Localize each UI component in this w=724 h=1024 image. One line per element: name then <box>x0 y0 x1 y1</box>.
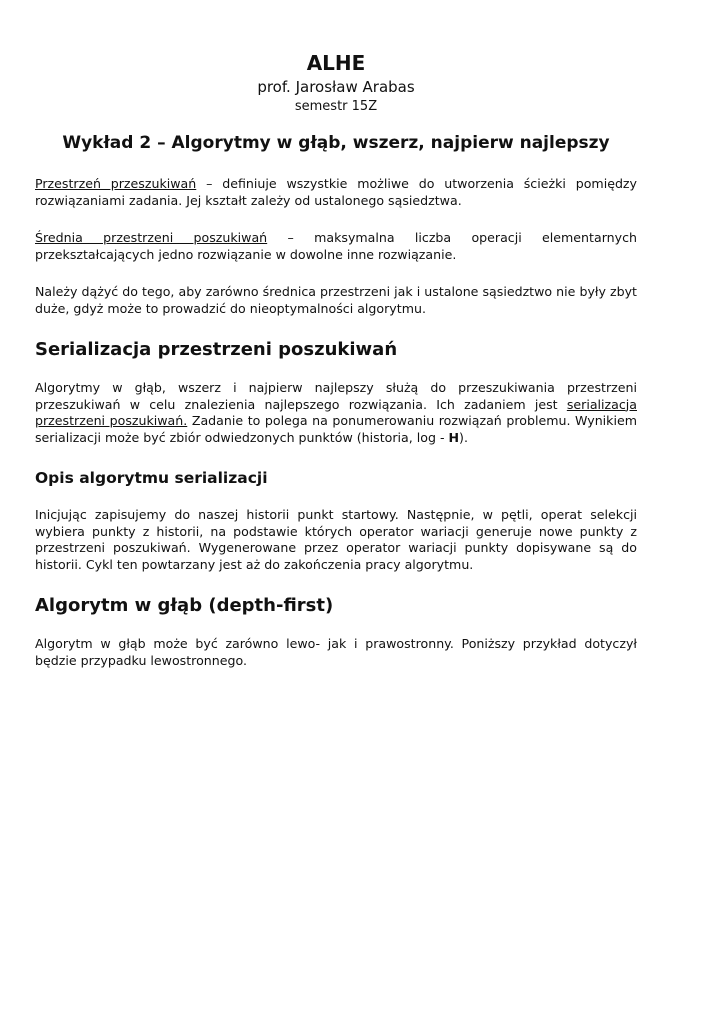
serialization-text-continued: Zadanie to polega na ponumerowaniu rozwiązań problemu. Wynikiem serializacji może być zbiór odwiedzonych punktów (historia, log - <box>35 413 637 445</box>
definition-term: Średnia przestrzeni poszukiwań <box>35 230 268 245</box>
definition-search-space <box>35 176 637 209</box>
section-heading-serialization: Serializacja przestrzeni poszukiwań <box>35 339 398 360</box>
history-symbol: H <box>448 429 460 445</box>
lecture-title: Wykład 2 – Algorytmy w głąb, wszerz, najpierw najlepszy <box>62 133 610 153</box>
depth-first-paragraph: Algorytm w głąb może być zarówno lewo- jak i prawostronny. Poniższy przykład dotyczył będzie przypadku lewostronnego. <box>35 636 637 668</box>
note-paragraph: Należy dążyć do tego, aby zarówno średnica przestrzeni jak i ustalone sąsiedztwo nie były zbyt duże, gdyż może to prowadzić do nieoptymalności algorytmu. <box>35 284 637 316</box>
document-header <box>35 50 637 115</box>
subsection-heading-description: Opis algorytmu serializacji <box>35 469 268 487</box>
definition-diameter <box>35 230 637 263</box>
definition-text: – maksymalna liczba operacji elementarnych przekształcających jedno rozwiązanie w dowolne inne rozwiązanie. <box>35 230 637 262</box>
section-heading-depth-first: Algorytm w głąb (depth-first) <box>35 595 334 616</box>
author-name: prof. Jarosław Arabas <box>257 78 415 96</box>
serialization-text: Algorytmy w głąb, wszerz i najpierw najlepszy służą do przeszukiwania przestrzeni przeszukiwań w celu znalezienia najlepszego rozwiązania. Ich zadaniem jest <box>35 380 637 412</box>
description-paragraph: Inicjując zapisujemy do naszej historii punkt startowy. Następnie, w pętli, operat selekcji wybiera punkty z historii, na podstawie których operator wariacji generuje nowe punkty z przestrzeni poszukiwań. Wygenerowane przez operator wariacji punkty dopisywane są do historii. Cykl ten powtarzany jest aż do zakończenia pracy algorytmu. <box>35 507 637 572</box>
definition-text: – definiuje wszystkie możliwe do utworzenia ścieżki pomiędzy rozwiązaniami zadania. Jej kształt zależy od ustalonego sąsiedztwa. <box>35 176 637 208</box>
serialization-text-end: ). <box>459 429 468 445</box>
serialization-term: serializacja przestrzeni poszukiwań. <box>35 396 637 428</box>
document-title: ALHE <box>306 51 366 75</box>
definition-term: Przestrzeń przeszukiwań <box>35 176 197 191</box>
semester-label: semestr 15Z <box>294 99 378 114</box>
serialization-paragraph <box>35 380 637 446</box>
